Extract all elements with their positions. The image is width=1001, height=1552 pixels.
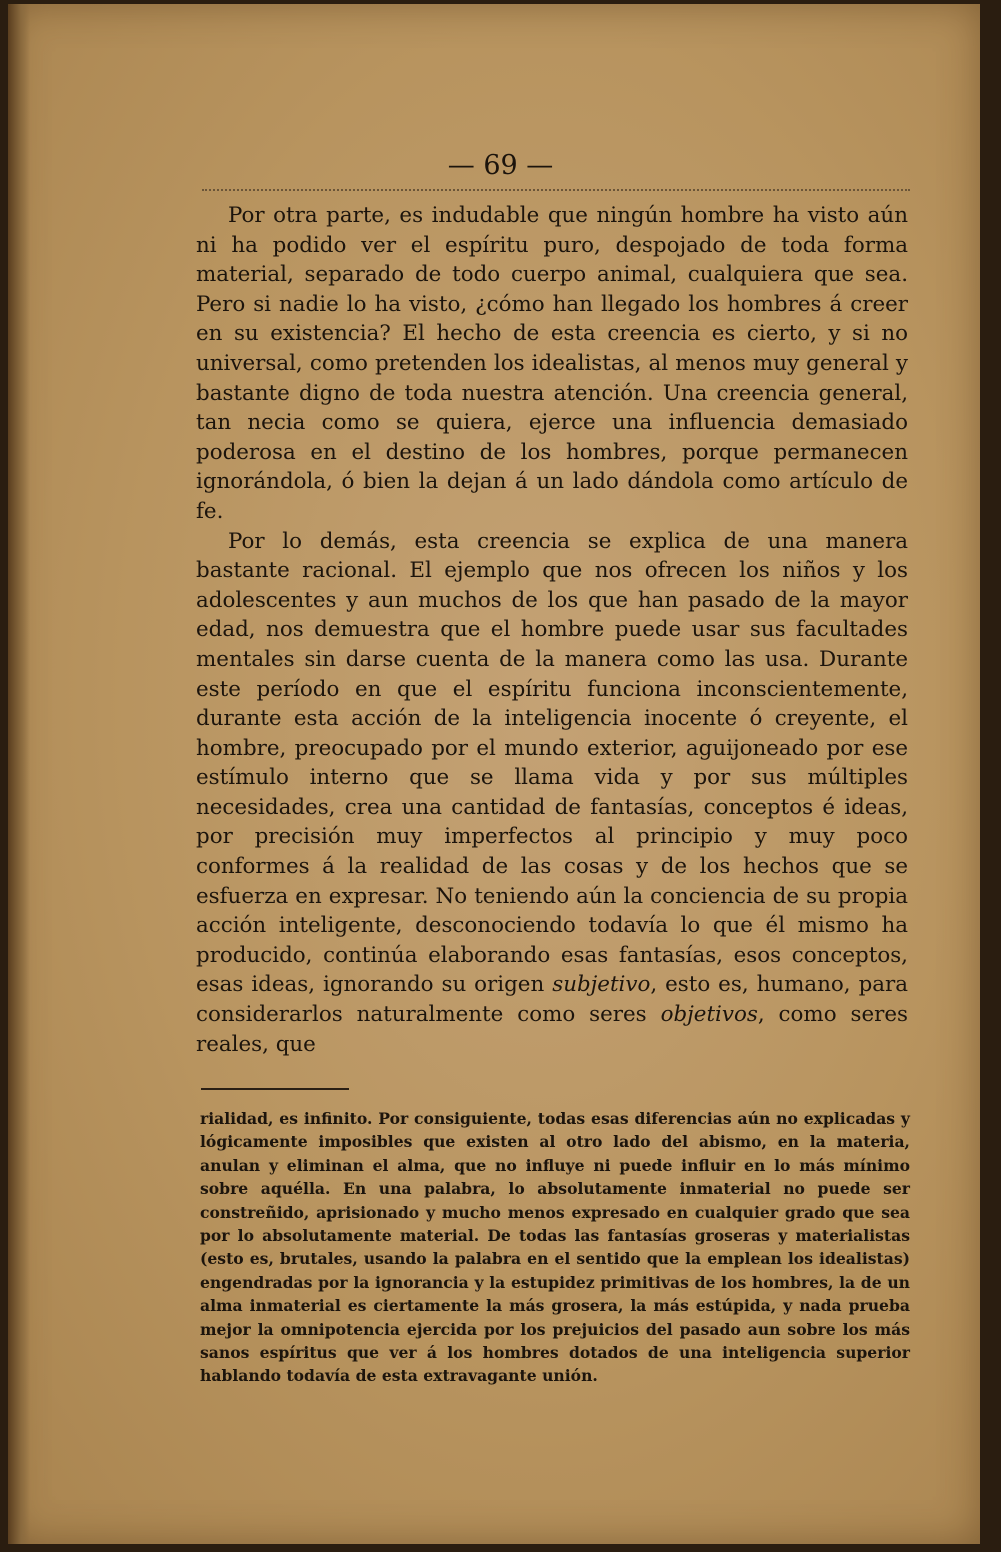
italic-objetivos: objetivos — [660, 1002, 758, 1028]
footnote: rialidad, es infinito. Por consiguiente, todas esas diferencias aún no explicadas y lógicamente imposibles que existen al otro lado del abismo, en la materia, anulan y eliminan el alma, que no influye ni puede influir en lo más mínimo sobre aquélla. En una palabra, lo absolutamente inmaterial no puede ser constreñido, aprisionado y mucho menos expresado en cualquier grado que sea por lo absolutamente material. De todas las fantasías groseras y materialistas (esto es, brutales, usando la palabra en el sentido que la emplean los idealistas) engendradas por la ignorancia y la estupidez primitivas de los hombres, la de un alma inmaterial es ciertamente la más grosera, la más estúpida, y nada prueba mejor la omnipotencia ejercida por los prejuicios del pasado aun sobre los más sanos espíritus que ver á los hombres dotados de una inteligencia superior hablando todavía de esta extravagante unión. — [200, 1109, 910, 1386]
book-spine-shadow — [8, 4, 30, 1544]
paragraph-2-text: Por lo demás, esta creencia se explica de una manera bastante racional. El ejemplo que nos ofrecen los niños y los adolescentes y aun muchos de los que han pasado de la mayor edad, nos demuestra que el hombre puede usar sus facultades mentales sin darse cuenta de la manera como las usa. Durante este período en que el espíritu funciona inconscientemente, durante esta acción de la inteligencia inocente ó creyente, el hombre, preocupado por el mundo exterior, aguijoneado por ese estímulo interno que se llama vida y por sus múltiples necesidades, crea una cantidad de fantasías, conceptos é ideas, por precisión muy imperfectos al principio y muy poco conformes á la realidad de las cosas y de los hechos que se esfuerza en expresar. No teniendo aún la conciencia de su propia acción inteligente, desconociendo todavía lo que él mismo ha producido, continúa elaborando esas fantasías, esos conceptos, esas ideas, ignorando su origen — [196, 528, 908, 998]
paragraph-2-end: , como seres reales, que — [196, 1002, 908, 1057]
paragraph-2-continuation: , esto es, humano, para considerarlos naturalmente como seres — [196, 972, 908, 1028]
footnote-rule — [201, 1088, 349, 1090]
header-rule — [202, 189, 910, 191]
italic-subjetivo: subjetivo — [552, 972, 651, 998]
paragraph-1: Por otra parte, es indudable que ningún hombre ha visto aún ni ha podido ver el espíritu puro, despojado de toda forma material, separado de todo cuerpo animal, cualquiera que sea. Pero si nadie lo ha visto, ¿cómo han llegado los hombres á creer en su existencia? El hecho de esta creencia es cierto, y si no universal, como pretenden los idealistas, al menos muy general y bastante digno de toda nuestra atención. Una creencia general, tan necia como se quiera, ejerce una influencia demasiado poderosa en el destino de los hombres, porque permanecen ignorándola, ó bien la dejan á un lado dándola como artículo de fe. — [196, 203, 908, 524]
paragraph-2 — [196, 527, 908, 1060]
page-number: — 69 — — [447, 150, 554, 181]
main-text — [196, 201, 908, 1059]
